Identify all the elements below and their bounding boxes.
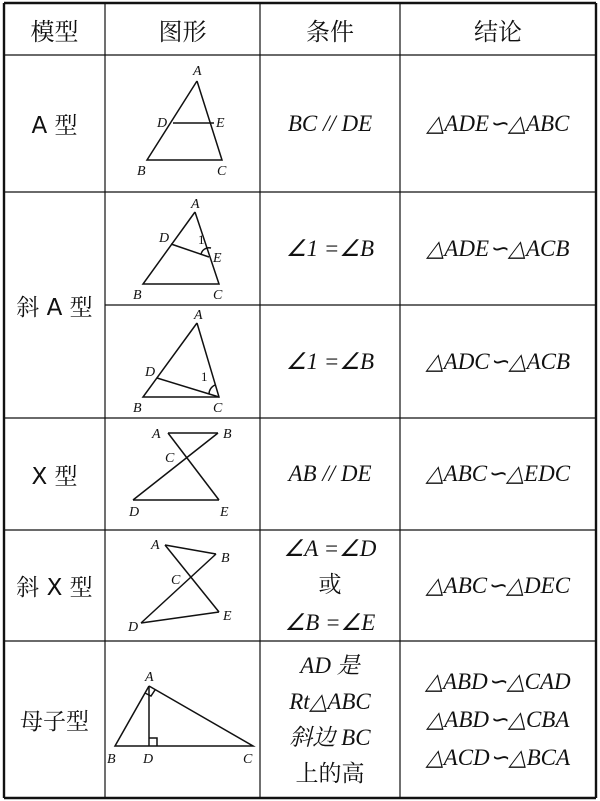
label-a: A [194, 308, 203, 323]
label-d: D [159, 231, 170, 246]
segment-bd [141, 554, 216, 623]
figure-x-type [105, 418, 260, 530]
conclusion-line-3: △ACD∽△BCA [425, 744, 571, 770]
conclusion-line-2: △ABD∽△CBA [426, 706, 570, 732]
header-figure: 图形 [158, 17, 207, 46]
label-c: C [217, 164, 227, 179]
figure-oblique-a-type-2 [105, 305, 260, 418]
label-d: D [145, 365, 156, 380]
condition-mother-child-type [260, 641, 400, 798]
segment-cd [157, 378, 219, 397]
header-model: 模型 [30, 17, 79, 46]
model-cell-x-type: X 型 [31, 463, 78, 490]
label-e: E [223, 609, 232, 624]
figure-oblique-x-type [105, 530, 260, 641]
condition-oblique-x-type [260, 530, 400, 641]
segment-de [141, 612, 219, 623]
condition-line-4: 上的高 [295, 760, 365, 787]
label-c: C [171, 573, 181, 588]
right-angle-mark-d [149, 738, 157, 746]
condition-x-type: AB // DE [288, 461, 372, 486]
condition-a-type: BC // DE [287, 110, 373, 136]
figure-mother-child-type [105, 641, 260, 798]
header-condition: 条件 [306, 17, 354, 46]
label-angle-one: 1 [198, 232, 205, 247]
label-d: D [143, 752, 154, 767]
conclusion-oblique-a-type-2: △ADC∽△ACB [425, 348, 571, 374]
angle-one-arc [209, 385, 215, 394]
label-b: B [107, 752, 116, 767]
conclusion-oblique-a-type-1: △ADE∽△ACB [426, 235, 570, 261]
label-c: C [165, 451, 175, 466]
label-b: B [221, 551, 230, 566]
header-conclusion: 结论 [474, 17, 522, 46]
label-a: A [152, 427, 161, 442]
model-cell-oblique-x-type: 斜 X 型 [16, 575, 93, 601]
figure-oblique-a-type-1 [105, 192, 260, 305]
condition-oblique-a-type-1: ∠1 =∠B [285, 235, 375, 261]
condition-line-1: AD 是 [300, 652, 360, 678]
condition-line-2: Rt△ABC [289, 688, 371, 714]
triangle-abc [115, 686, 253, 746]
condition-line-3: 斜边 BC [289, 724, 371, 750]
label-c: C [213, 288, 223, 303]
condition-line-3: ∠B =∠E [284, 610, 376, 635]
label-a: A [193, 64, 202, 79]
label-a: A [151, 538, 160, 553]
label-c: C [213, 401, 223, 416]
label-b: B [133, 288, 142, 303]
conclusion-a-type: △ADE∽△ABC [426, 110, 570, 136]
conclusion-line-1: △ABD∽△CAD [425, 668, 571, 694]
label-a: A [145, 670, 154, 685]
conclusion-x-type: △ABC∽△EDC [425, 461, 571, 486]
condition-oblique-a-type-2: ∠1 =∠B [285, 348, 375, 374]
condition-line-2: 或 [318, 572, 342, 598]
label-e: E [220, 505, 229, 520]
label-d: D [128, 620, 139, 635]
label-b: B [137, 164, 146, 179]
conclusion-mother-child-type [400, 641, 596, 798]
label-e: E [216, 116, 225, 131]
figure-a-type [105, 55, 260, 192]
label-angle-one: 1 [201, 369, 208, 384]
model-cell-oblique-a-type: 斜 A 型 [16, 294, 93, 321]
label-c: C [243, 752, 253, 767]
condition-line-1: ∠A =∠D [283, 536, 377, 561]
label-e: E [213, 251, 222, 266]
conclusion-oblique-x-type: △ABC∽△DEC [425, 572, 571, 598]
label-a: A [191, 197, 200, 212]
label-b: B [133, 401, 142, 416]
model-cell-a-type: A 型 [31, 113, 78, 139]
model-cell-mother-child-type: 母子型 [20, 709, 89, 735]
label-b: B [223, 427, 232, 442]
label-d: D [129, 505, 140, 520]
segment-ab [165, 545, 216, 554]
label-d: D [157, 116, 168, 131]
